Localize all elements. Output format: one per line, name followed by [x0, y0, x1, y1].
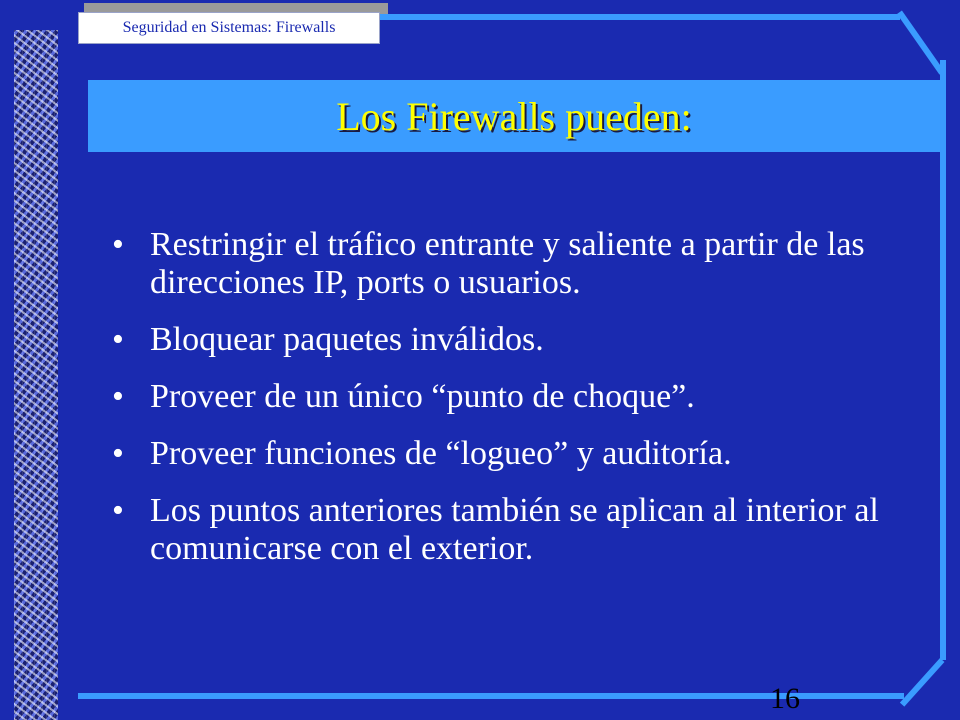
frame-line-top	[380, 14, 900, 20]
bullet-item	[108, 492, 898, 568]
bullet-text: Restringir el tráfico entrante y saliente a partir de las direcciones IP, ports o usuarios.	[150, 226, 865, 301]
bullet-text: Proveer de un único “punto de choque”.	[150, 378, 695, 415]
header-tab	[78, 12, 380, 44]
bullet-marker: •	[112, 492, 124, 529]
frame-line-right	[940, 60, 946, 660]
title-bar	[88, 80, 940, 152]
bullet-item	[108, 378, 898, 416]
bullet-text: Proveer funciones de “logueo” y auditoría.	[150, 435, 732, 472]
bullet-marker: •	[112, 226, 124, 263]
bullet-item	[108, 226, 898, 302]
decorative-texture-strip	[14, 30, 58, 720]
header-tab-label: Seguridad en Sistemas: Firewalls	[122, 19, 336, 36]
bullet-marker: •	[112, 321, 124, 358]
bullet-item	[108, 435, 898, 473]
page-number: 16	[770, 682, 800, 715]
bullet-text: Bloquear paquetes inválidos.	[150, 321, 544, 358]
bullet-marker: •	[112, 378, 124, 415]
bullet-text: Los puntos anteriores también se aplican al interior al comunicarse con el exterior.	[150, 492, 879, 567]
bullet-marker: •	[112, 435, 124, 472]
bullet-item	[108, 321, 898, 359]
frame-line-corner-bottom	[900, 658, 945, 707]
slide-title: Los Firewalls pueden:	[336, 93, 692, 139]
bullet-list	[108, 226, 898, 587]
frame-line-corner-top	[897, 11, 944, 75]
